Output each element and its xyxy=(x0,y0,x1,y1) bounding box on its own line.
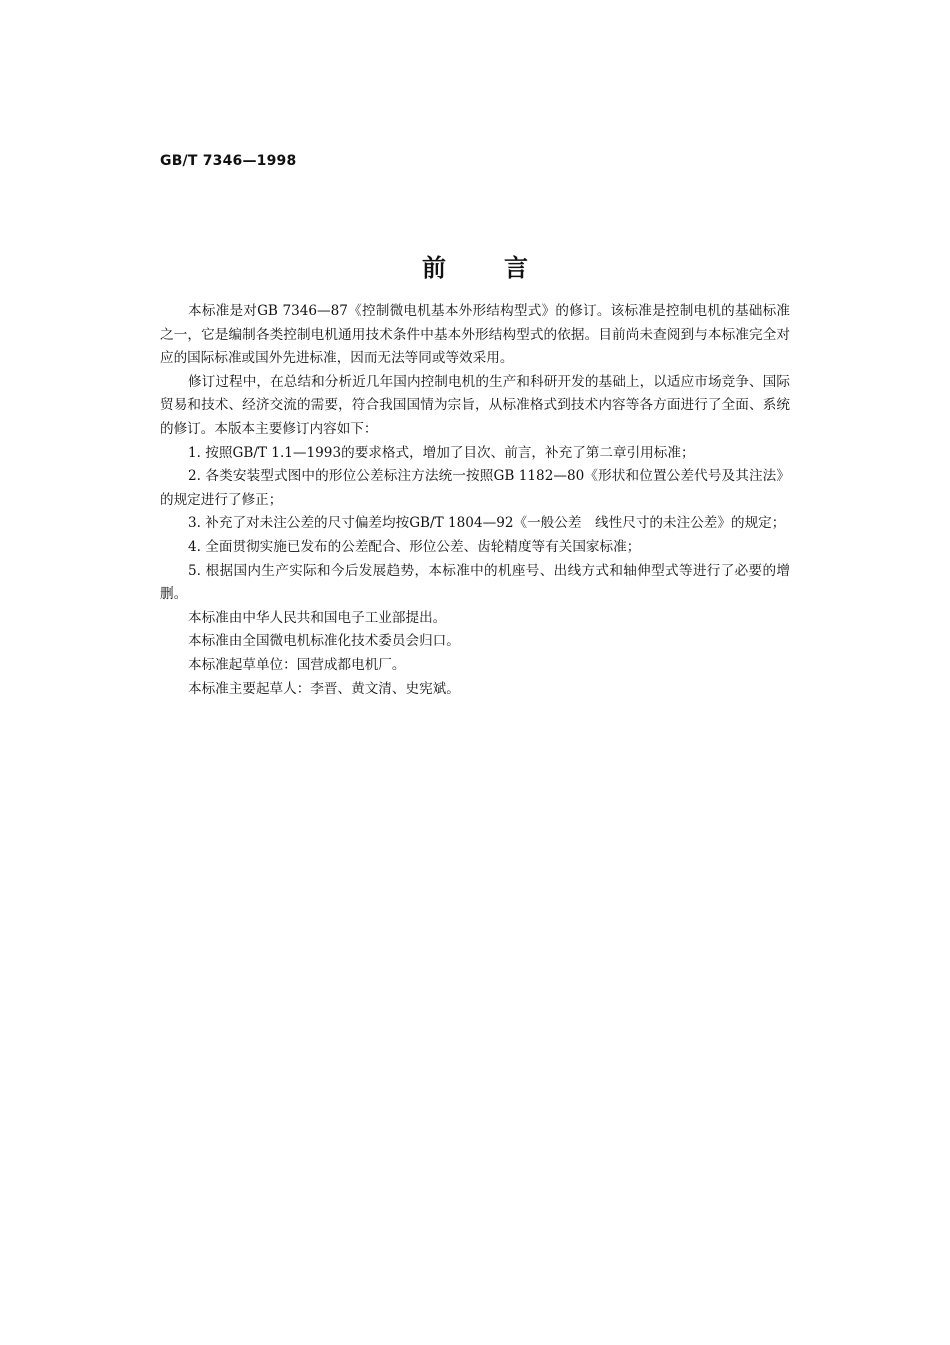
list-item: 3. 补充了对未注公差的尺寸偏差均按GB/T 1804—92《一般公差 线性尺寸的未注公差》的规定； xyxy=(188,515,786,532)
standard-code: GB/T 7346—1998 xyxy=(160,153,297,169)
list-item: 5. 根据国内生产实际和今后发展趋势，本标准中的机座号、出线方式和轴伸型式等进行了必要的增删。 xyxy=(160,562,790,603)
list-item: 4. 全面贯彻实施已发布的公差配合、形位公差、齿轮精度等有关国家标准； xyxy=(188,538,641,555)
paragraph-drafting-unit: 本标准起草单位：国营成都电机厂。 xyxy=(188,656,406,673)
paragraph-proposer: 本标准由中华人民共和国电子工业部提出。 xyxy=(188,609,447,626)
paragraph-intro: 本标准是对GB 7346—87《控制微电机基本外形结构型式》的修订。该标准是控制电机的基础标准之一，它是编制各类控制电机通用技术条件中基本外形结构型式的依据。目前尚未查阅到与本标准完全对应的国际标准或国外先进标准，因而无法等同或等效采用。 xyxy=(160,303,790,367)
list-item: 2. 各类安装型式图中的形位公差标注方法统一按照GB 1182—80《形状和位置公差代号及其注法》的规定进行了修正； xyxy=(160,468,790,508)
paragraph-committee: 本标准由全国微电机标准化技术委员会归口。 xyxy=(188,633,460,650)
page-title: 前言 xyxy=(422,254,586,282)
list-item: 1. 按照GB/T 1.1—1993的要求格式，增加了目次、前言，补充了第二章引用标准； xyxy=(188,444,695,461)
paragraph-drafters: 本标准主要起草人：李晋、黄文清、史宪斌。 xyxy=(188,680,460,697)
body-text xyxy=(160,300,790,701)
paragraph-revision: 修订过程中，在总结和分析近几年国内控制电机的生产和科研开发的基础上，以适应市场竞争、国际贸易和技术、经济交流的需要，符合我国国情为宗旨，从标准格式到技术内容等各方面进行了全面、系统的修订。本版本主要修订内容如下： xyxy=(160,373,790,437)
